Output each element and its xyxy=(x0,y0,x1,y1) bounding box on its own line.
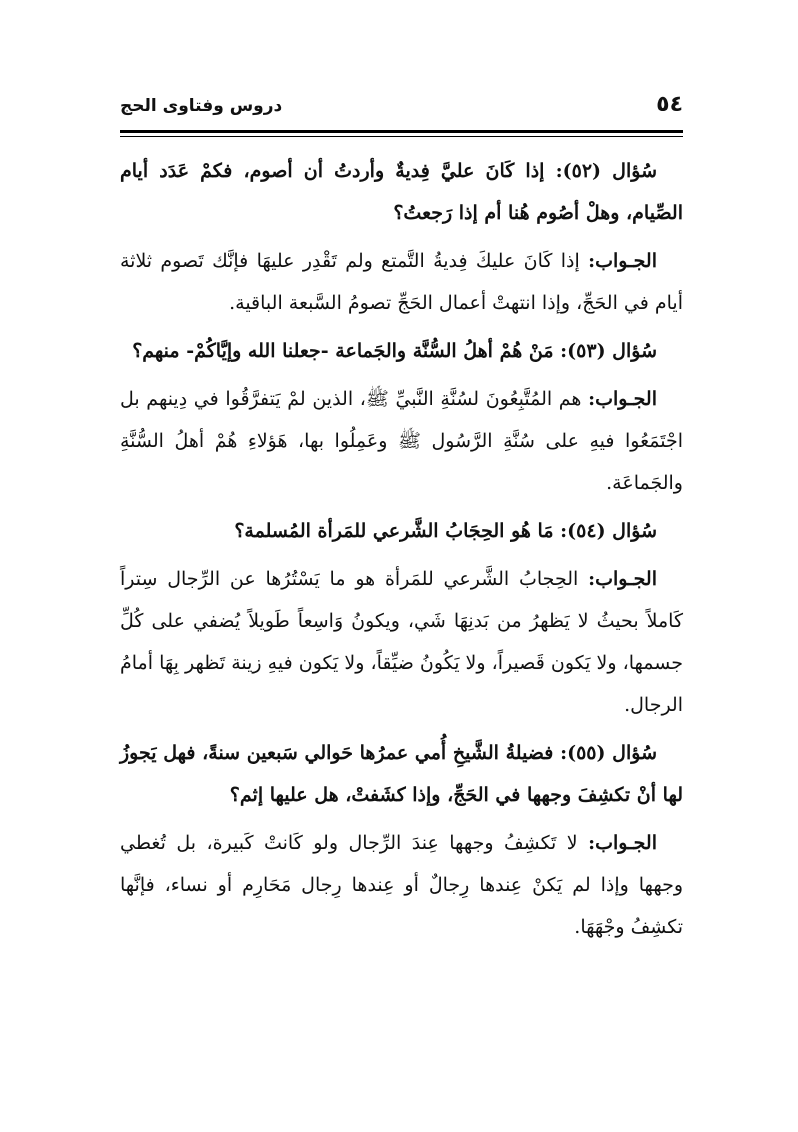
question-label: سُؤال (٥٣): xyxy=(560,340,657,362)
question-label: سُؤال (٥٤): xyxy=(560,520,657,542)
answer-label: الجـواب: xyxy=(588,250,657,272)
header-divider-thin xyxy=(120,136,683,137)
question-label: سُؤال (٥٢): xyxy=(555,160,657,182)
page-number: ٥٤ xyxy=(656,92,683,117)
book-title: دروس وفتاوى الحج xyxy=(120,96,283,116)
question-text: فضيلةُ الشَّيخِ أُمي عمرُها حَوالي سَبعين سنةً، فهل يَجوزُ لها أنْ تكشِفَ وجهها في الحَجِّ، وإذا كشَفتْ، هل عليها إثم؟ xyxy=(120,742,683,806)
fatwa-content xyxy=(120,150,683,954)
question-label: سُؤال (٥٥): xyxy=(560,742,657,764)
answer-54 xyxy=(120,558,683,726)
answer-55 xyxy=(120,822,683,948)
question-52 xyxy=(120,150,683,234)
answer-text: الحِجابُ الشَّرعي للمَرأة هو ما يَسْتُرُها عن الرِّجال سِتراً كَاملاً بحيثُ لا يَظهرُ من بَدنِهَا شَي، ويكونُ وَاسِعاً طَويلاً يُضفي على كُلِّ جسمها، ولا يَكون قَصيراً، ولا يَكُونُ ضيِّقاً، ولا يَكون فيهِ زينة تَظهر بِهَا أمامُ الرجال. xyxy=(120,568,683,716)
answer-text: إذا كَانَ عليكَ فِديةُ التَّمتع ولم تَقْدِر عليهَا فإنَّك تَصوم ثلاثة أيام في الحَجِّ، وإذا انتهتْ أعمال الحَجِّ تصومُ السَّبعة الباقية. xyxy=(120,250,683,314)
answer-52 xyxy=(120,240,683,324)
page-header xyxy=(120,92,683,126)
answer-label: الجـواب: xyxy=(588,568,658,590)
question-text: مَا هُو الحِجَابُ الشَّرعي للمَرأة المُسلمة؟ xyxy=(234,520,554,542)
answer-label: الجـواب: xyxy=(588,832,657,854)
answer-text: لا تَكشِفُ وجهها عِندَ الرِّجال ولو كَانتْ كَبيرة، بل تُغطي وجهها وإذا لم يَكنْ عِندها رِجالٌ أو عِندها رِجال مَحَارِم أو نساء، فإنَّها تكشِفُ وجْهَهَا. xyxy=(120,832,683,938)
question-53 xyxy=(120,330,683,372)
question-54 xyxy=(120,510,683,552)
question-55 xyxy=(120,732,683,816)
header-divider-thick xyxy=(120,130,683,133)
answer-label: الجـواب: xyxy=(588,388,657,410)
question-text: مَنْ هُمْ أهلُ السُّنَّة والجَماعة -جعلنا الله وإيَّاكُمْ- منهم؟ xyxy=(132,340,554,362)
answer-53 xyxy=(120,378,683,504)
answer-text: هم المُتَّبِعُونَ لسُنَّةِ النَّبيِّ ﷺ، الذين لمْ يَتفرَّقُوا في دِينهم بل اجْتَمَعُوا فيهِ على سُنَّةِ الرَّسُول ﷺ وعَمِلُوا بها، هَؤلاءِ هُمْ أهلُ السُّنَّةِ والجَماعَة. xyxy=(120,388,683,494)
question-text: إذا كَانَ عليَّ فِديةٌ وأردتُ أن أصوم، فكمْ عَدَد أيام الصِّيام، وهلْ أصُوم هُنا أم إذا رَجعتُ؟ xyxy=(120,160,683,224)
